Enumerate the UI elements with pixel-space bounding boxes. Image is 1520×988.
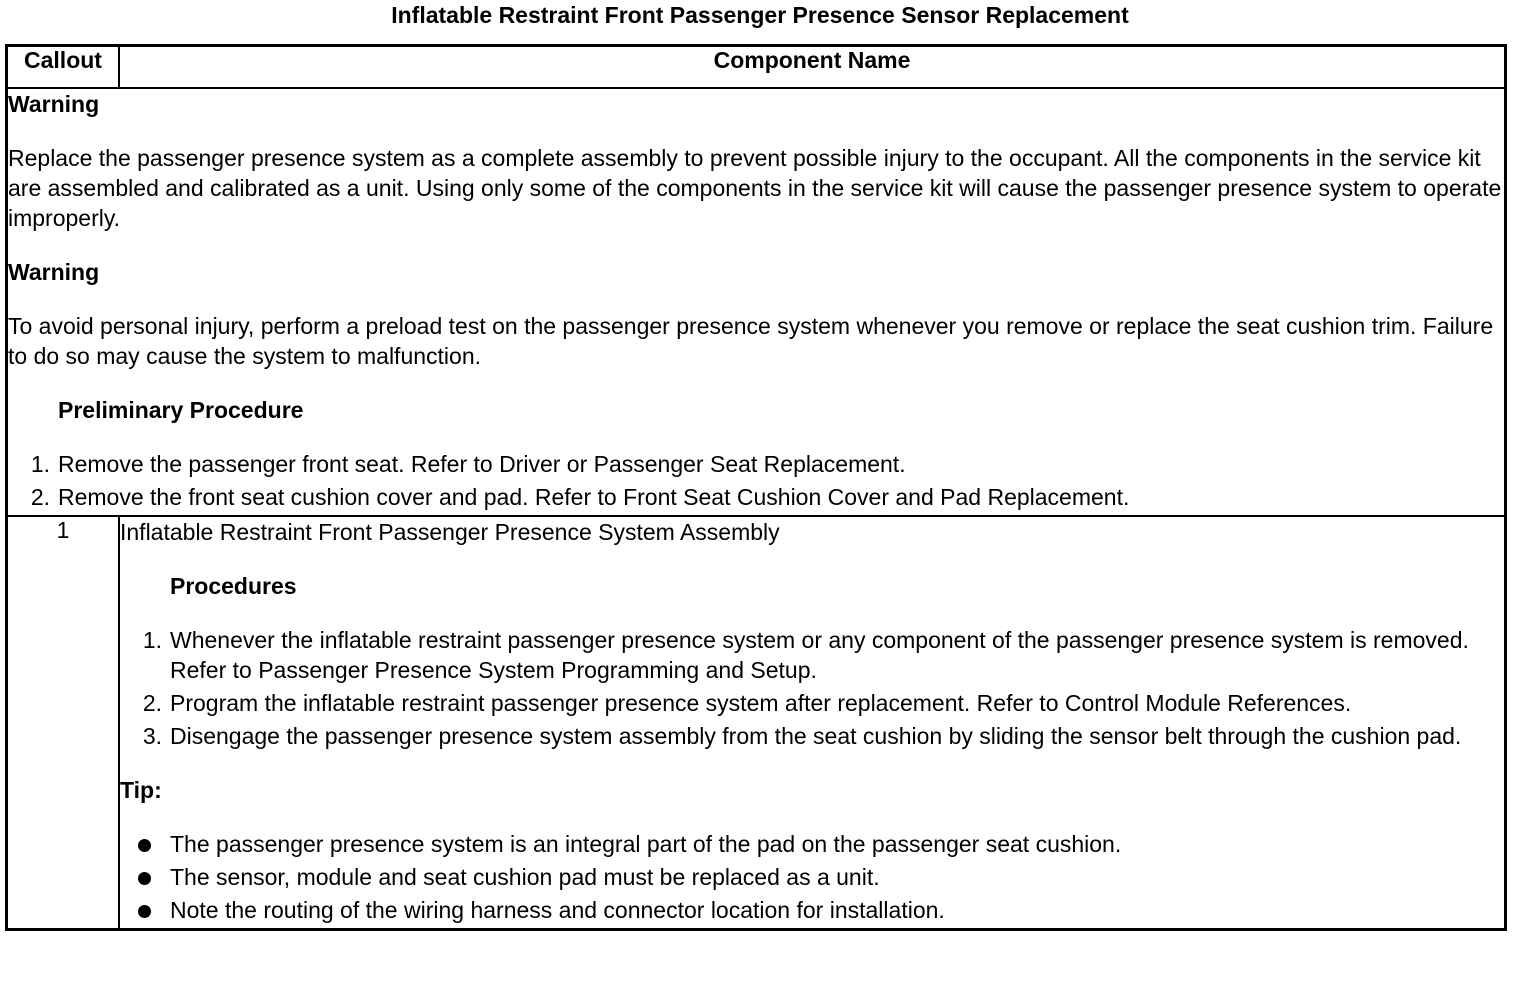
tip-text: Note the routing of the wiring harness and connector location for installation. [170, 897, 945, 923]
step-number: 1. [142, 627, 162, 653]
list-item [120, 721, 1504, 751]
bullet-icon [138, 839, 151, 852]
intro-cell [7, 88, 1506, 516]
tip-text: The passenger presence system is an integral part of the pad on the passenger seat cushion. [170, 831, 1122, 857]
intro-row [7, 88, 1506, 516]
table-row [7, 516, 1506, 930]
step-number: 2. [142, 690, 162, 716]
step-number: 1. [30, 451, 50, 477]
callout-number: 1 [7, 516, 120, 930]
step-number: 2. [30, 484, 50, 510]
list-item [120, 895, 1504, 925]
component-name: Inflatable Restraint Front Passenger Presence System Assembly [120, 519, 780, 545]
bullet-icon [138, 872, 151, 885]
tip-text: The sensor, module and seat cushion pad must be replaced as a unit. [170, 864, 880, 890]
table-header-row [7, 46, 1506, 89]
list-item [120, 862, 1504, 892]
callout-header: Callout [7, 46, 120, 89]
step-text: Remove the passenger front seat. Refer to Driver or Passenger Seat Replacement. [58, 451, 906, 477]
step-number: 3. [142, 723, 162, 749]
list-item [120, 688, 1504, 718]
warning-label: Warning [8, 91, 100, 117]
step-text: Remove the front seat cushion cover and pad. Refer to Front Seat Cushion Cover and Pad Replacement. [58, 484, 1130, 510]
list-item [120, 829, 1504, 859]
procedure-table [5, 44, 1507, 931]
list-item [8, 449, 1504, 479]
bullet-icon [138, 905, 151, 918]
component-cell [119, 516, 1506, 930]
component-name-header: Component Name [119, 46, 1506, 89]
tip-heading: Tip: [120, 777, 162, 803]
warning-text: To avoid personal injury, perform a preload test on the passenger presence system whenever you remove or replace the seat cushion trim. Failure to do so may cause the system to malfunction. [8, 313, 1494, 369]
list-item [8, 482, 1504, 512]
step-text: Whenever the inflatable restraint passenger presence system or any component of the passenger presence system is removed. Refer to Passenger Presence System Programming and Setup. [170, 627, 1469, 683]
procedures-list [120, 625, 1504, 751]
list-item [120, 625, 1504, 685]
procedures-heading: Procedures [170, 573, 297, 599]
warning-text: Replace the passenger presence system as a complete assembly to prevent possible injury to the occupant. All the components in the service kit are assembled and calibrated as a unit. Using only some of the components in the service kit will cause the passenger presence system to operate improperly. [8, 145, 1502, 231]
preliminary-steps-list [8, 449, 1504, 512]
preliminary-procedure-heading: Preliminary Procedure [58, 397, 304, 423]
tips-list [120, 829, 1504, 925]
step-text: Program the inflatable restraint passenger presence system after replacement. Refer to Control Module References. [170, 690, 1352, 716]
document-title: Inflatable Restraint Front Passenger Presence Sensor Replacement [391, 2, 1129, 28]
step-text: Disengage the passenger presence system assembly from the seat cushion by sliding the sensor belt through the cushion pad. [170, 723, 1462, 749]
warning-label: Warning [8, 259, 100, 285]
